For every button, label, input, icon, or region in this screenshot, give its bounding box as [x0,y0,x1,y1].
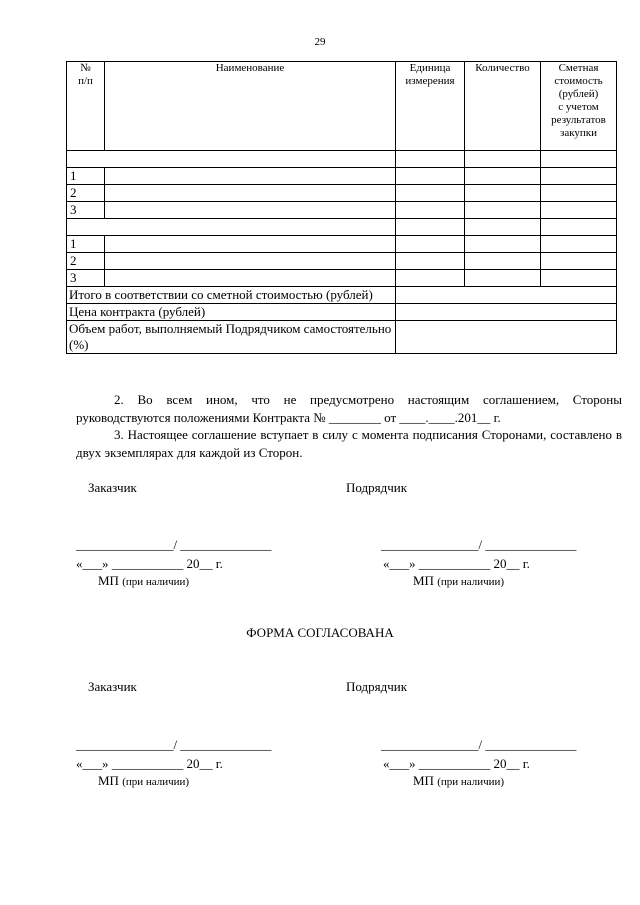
customer-date-line: «___» ___________ 20__ г. [76,756,223,771]
summary-own-work-row: Объем работ, выполняемый Подрядчиком самостоятельно (%) [67,321,617,354]
table-row: 3 [67,202,617,219]
cost-table [66,61,617,354]
page-number: 29 [314,36,326,48]
header-unit: Единица измерения [396,62,465,151]
group-row-2 [67,219,617,236]
contractor-stamp-note: МП (при наличии) [413,573,505,588]
header-qty: Количество [465,62,541,151]
table-header-row [67,62,617,151]
table-row: 2 [67,253,617,270]
contractor-signature-line: _______________/ ______________ [381,537,577,552]
contractor-signature-line: _______________/ ______________ [381,737,577,752]
table-row: 3 [67,270,617,287]
table-row: 1 [67,168,617,185]
customer-stamp-note: МП (при наличии) [98,573,190,588]
group-row-1 [67,151,617,168]
contractor-date-line: «___» ___________ 20__ г. [383,756,530,771]
clause-2: 2. Во всем ином, что не предусмотрено настоящим соглашением, Стороны руководствуются положениями Контракта № ________ от ____.____.201__ г. [76,392,622,425]
summary-contract-price-row: Цена контракта (рублей) [67,304,617,321]
header-cost: Сметная стоимость (рублей) с учетом результатов закупки [541,62,617,151]
contractor-label: Подрядчик [346,679,408,694]
clause-3: 3. Настоящее соглашение вступает в силу с момента подписания Сторонами, составлено в двух экземплярах для каждой из Сторон. [76,427,622,460]
header-num: № п/п [67,62,105,151]
contractor-label: Подрядчик [346,480,408,495]
customer-date-line: «___» ___________ 20__ г. [76,556,223,571]
customer-stamp-note: МП (при наличии) [98,773,190,788]
customer-signature-line: _______________/ ______________ [76,737,272,752]
table-row: 1 [67,236,617,253]
contractor-stamp-note: МП (при наличии) [413,773,505,788]
customer-label: Заказчик [88,480,137,495]
customer-label: Заказчик [88,679,137,694]
header-name: Наименование [105,62,396,151]
form-agreed-heading: ФОРМА СОГЛАСОВАНА [246,625,394,640]
contractor-date-line: «___» ___________ 20__ г. [383,556,530,571]
table-row: 2 [67,185,617,202]
summary-total-row: Итого в соответствии со сметной стоимостью (рублей) [67,287,617,304]
customer-signature-line: _______________/ ______________ [76,537,272,552]
